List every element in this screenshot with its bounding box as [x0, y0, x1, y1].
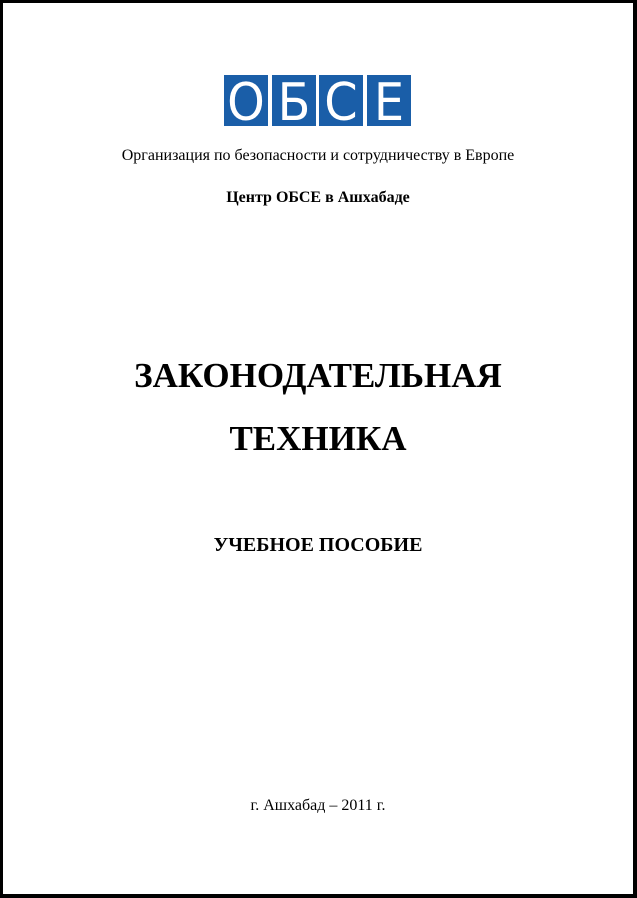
logo-letter-cell	[224, 75, 268, 126]
logo-letter: Е	[373, 75, 405, 126]
center-name: Центр ОБСЕ в Ашхабаде	[226, 189, 410, 206]
logo-letter-cell	[367, 75, 411, 126]
document-title-line-1: ЗАКОНОДАТЕЛЬНАЯ	[134, 356, 502, 395]
place-and-year: г. Ашхабад – 2011 г.	[250, 797, 386, 814]
document-subtitle: УЧЕБНОЕ ПОСОБИЕ	[213, 534, 423, 556]
logo-letter-cell	[272, 75, 316, 126]
document-title-line-2: ТЕХНИКА	[229, 419, 407, 458]
logo-letter: С	[324, 75, 359, 126]
logo-letter: О	[227, 75, 265, 126]
logo-letter-cell	[319, 75, 363, 126]
logo-letter: Б	[277, 75, 311, 126]
osce-logo	[224, 75, 411, 126]
organization-name: Организация по безопасности и сотрудничеству в Европе	[121, 147, 515, 164]
